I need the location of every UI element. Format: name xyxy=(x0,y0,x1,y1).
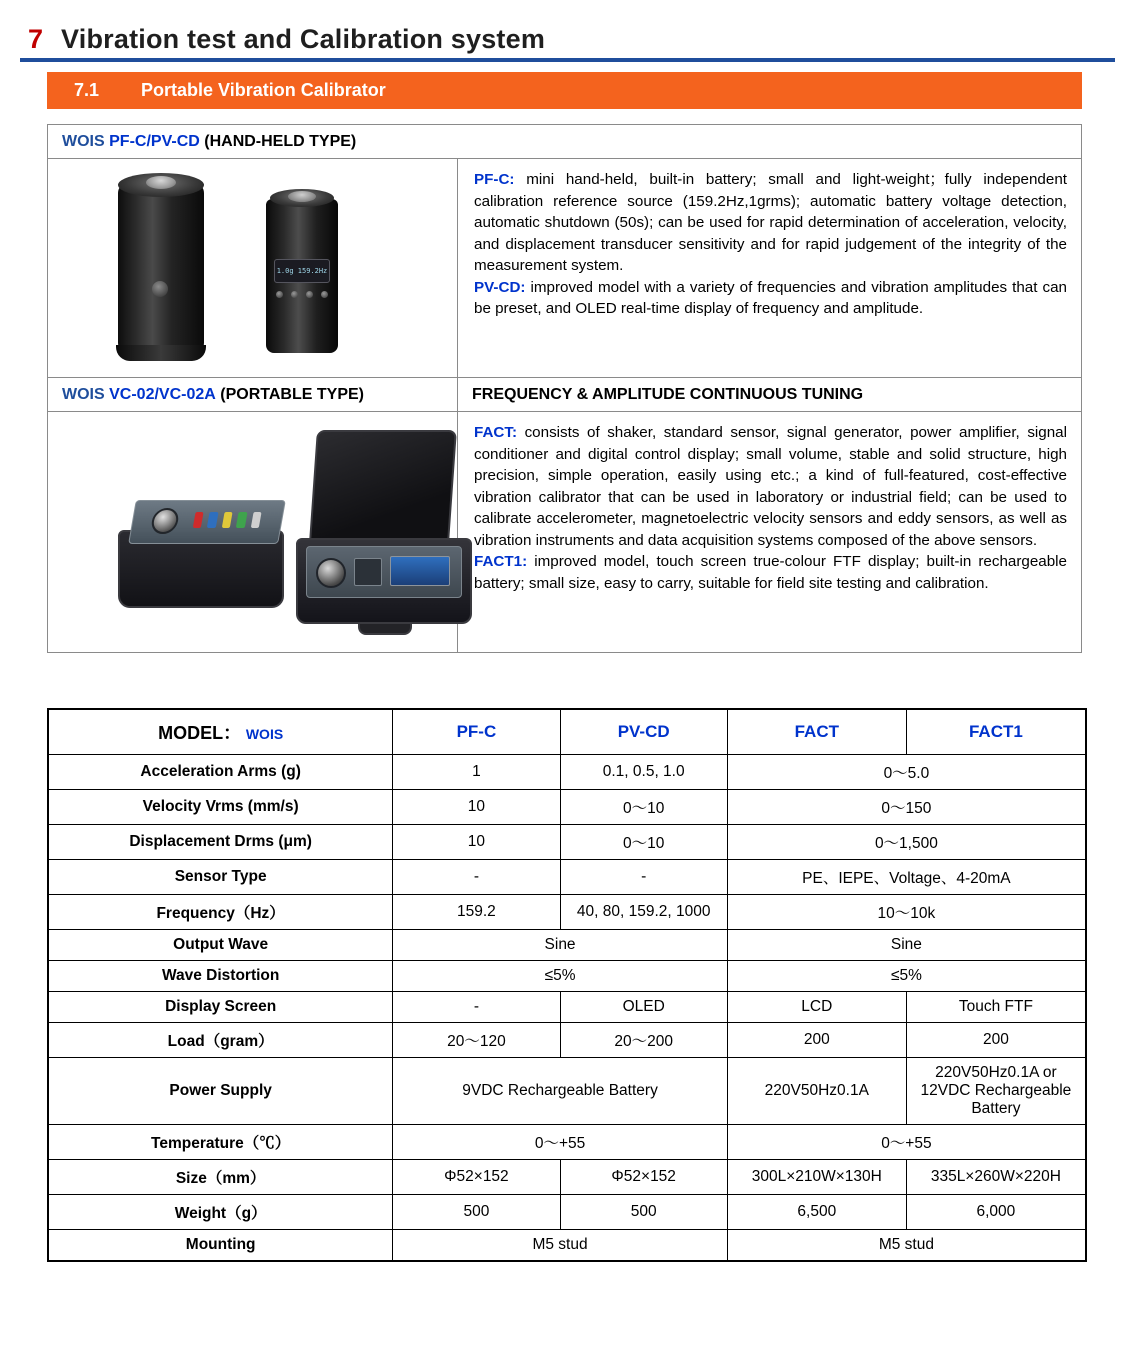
spec-row xyxy=(48,1023,1086,1058)
spec-cell: 300L×210W×130H xyxy=(727,1160,906,1195)
pvcd-oled-screen: 1.0g 159.2Hz xyxy=(274,259,330,283)
spec-table-body xyxy=(48,755,1086,1262)
fact-keypad xyxy=(354,558,382,586)
product-brand-2: WOIS xyxy=(62,386,105,403)
spec-cell: Touch FTF xyxy=(906,992,1086,1023)
spec-row xyxy=(48,1125,1086,1160)
spec-row xyxy=(48,895,1086,930)
spec-header-row xyxy=(48,709,1086,755)
fact1-paragraph-text: improved model, touch screen true-colour FTF display; built-in rechargeable battery; small size, easy to carry, suitable for field site testing and calibration. xyxy=(474,553,1067,593)
fact-closed-case-ports xyxy=(192,512,261,530)
spec-row-label: Velocity Vrms (mm/s) xyxy=(48,790,393,825)
spec-row-label: Output Wave xyxy=(48,930,393,961)
spec-table-head xyxy=(48,709,1086,755)
spec-cell: 220V50Hz0.1A xyxy=(727,1058,906,1125)
product-description-cell-2 xyxy=(458,412,1082,653)
fact-lead-label: FACT: xyxy=(474,424,518,441)
spec-cell: 10 xyxy=(393,825,560,860)
spec-cell: 500 xyxy=(393,1195,560,1230)
spec-cell: 159.2 xyxy=(393,895,560,930)
pvcd-paragraph-text: improved model with a variety of frequencies and vibration amplitudes that can be preset, and OLED real-time display of frequency and amplitude. xyxy=(474,278,1067,318)
fact-open-case-lid xyxy=(309,430,457,542)
spec-header-model xyxy=(48,709,393,755)
spec-cell: M5 stud xyxy=(727,1230,1086,1262)
pfc-paragraph-text: mini hand-held, built-in battery; small and light-weight；fully independent calibration reference source (159.2Hz,1grms); automatic battery voltage detection, automatic shutdown (50s); can be used for rapid determination of acceleration, velocity, and displacement transducer sensitivity and for rapid judgement of the integrity of the measurement system. xyxy=(474,171,1067,275)
product-title-cell-2 xyxy=(48,378,458,412)
spec-row-label: Sensor Type xyxy=(48,860,393,895)
spec-cell: 0～5.0 xyxy=(727,755,1086,790)
pfc-paragraph xyxy=(474,169,1067,277)
spec-column-pvcd: PV-CD xyxy=(560,709,727,755)
spec-cell: 20～120 xyxy=(393,1023,560,1058)
spec-row xyxy=(48,992,1086,1023)
product-title-cell-1 xyxy=(48,125,1082,159)
spec-row-label: Size（mm） xyxy=(48,1160,393,1195)
product-suffix-1: (HAND-HELD TYPE) xyxy=(204,133,357,150)
fact-product-photo xyxy=(48,412,457,652)
spec-row-label: Acceleration Arms (g) xyxy=(48,755,393,790)
specification-table xyxy=(47,708,1087,1262)
spec-cell: 0～10 xyxy=(560,790,727,825)
product-title-row-2 xyxy=(48,378,1082,412)
pfc-product-photo xyxy=(48,159,457,377)
product-overview-table xyxy=(47,124,1082,653)
spec-cell: 220V50Hz0.1A or 12VDC Rechargeable Battery xyxy=(906,1058,1086,1125)
fact1-lead-label: FACT1: xyxy=(474,553,528,571)
spec-row xyxy=(48,1195,1086,1230)
product-title-row-1 xyxy=(48,125,1082,159)
spec-cell: 10～10k xyxy=(727,895,1086,930)
product-brand-1: WOIS xyxy=(62,133,105,150)
chapter-header xyxy=(20,20,1115,62)
product-model-1: PF-C/PV-CD xyxy=(109,133,200,150)
pfc-mounting-stud xyxy=(146,176,176,189)
spec-cell: - xyxy=(560,860,727,895)
spec-row xyxy=(48,930,1086,961)
spec-cell: Sine xyxy=(727,930,1086,961)
spec-cell: 0～150 xyxy=(727,790,1086,825)
spec-cell: 200 xyxy=(906,1023,1086,1058)
spec-row xyxy=(48,1160,1086,1195)
spec-row-label: Displacement Drms (μm) xyxy=(48,825,393,860)
spec-cell: LCD xyxy=(727,992,906,1023)
pvcd-mounting-stud xyxy=(288,191,316,202)
product-description-cell-1 xyxy=(458,159,1082,378)
pvcd-button-row xyxy=(276,289,328,299)
spec-row-label: Frequency（Hz） xyxy=(48,895,393,930)
fact-paragraph xyxy=(474,422,1067,551)
pfc-body-shape xyxy=(118,183,204,355)
spec-cell: M5 stud xyxy=(393,1230,728,1262)
spec-cell: 0～1,500 xyxy=(727,825,1086,860)
pvcd-paragraph xyxy=(474,277,1067,320)
spec-cell: Φ52×152 xyxy=(393,1160,560,1195)
spec-cell: 9VDC Rechargeable Battery xyxy=(393,1058,728,1125)
fact-description xyxy=(474,422,1067,595)
chapter-number: 7 xyxy=(28,23,44,54)
product-note-cell-2 xyxy=(458,378,1082,412)
spec-cell: PE、IEPE、Voltage、4-20mA xyxy=(727,860,1086,895)
spec-row xyxy=(48,825,1086,860)
spec-row-label: Weight（g） xyxy=(48,1195,393,1230)
spec-cell: 6,500 xyxy=(727,1195,906,1230)
pfc-power-button xyxy=(152,281,168,297)
spec-cell: Φ52×152 xyxy=(560,1160,727,1195)
spec-cell: 0～10 xyxy=(560,825,727,860)
spec-row xyxy=(48,1058,1086,1125)
section-header xyxy=(47,72,1082,109)
spec-cell: 200 xyxy=(727,1023,906,1058)
spec-row-label: Power Supply xyxy=(48,1058,393,1125)
section-number: 7.1 xyxy=(74,80,100,100)
spec-brand-label: WOIS xyxy=(245,726,284,742)
product-suffix-2: (PORTABLE TYPE) xyxy=(220,386,364,403)
spec-cell: - xyxy=(393,860,560,895)
fact1-paragraph xyxy=(474,551,1067,594)
spec-cell: OLED xyxy=(560,992,727,1023)
spec-cell: 335L×260W×220H xyxy=(906,1160,1086,1195)
product-body-row-2 xyxy=(48,412,1082,653)
pvcd-lead-label: PV-CD: xyxy=(474,278,526,296)
spec-cell: 10 xyxy=(393,790,560,825)
spec-cell: ≤5% xyxy=(393,961,728,992)
chapter-title: Vibration test and Calibration system xyxy=(61,23,546,54)
spec-cell: 0～+55 xyxy=(727,1125,1086,1160)
section-title: Portable Vibration Calibrator xyxy=(141,80,386,100)
spec-row-label: Mounting xyxy=(48,1230,393,1262)
product-tuning-note: FREQUENCY & AMPLITUDE CONTINUOUS TUNING xyxy=(472,386,864,403)
spec-column-pfc: PF-C xyxy=(393,709,560,755)
product-image-cell-2 xyxy=(48,412,458,653)
spec-cell: 20～200 xyxy=(560,1023,727,1058)
spec-row xyxy=(48,860,1086,895)
spec-row-label: Load（gram） xyxy=(48,1023,393,1058)
spec-cell: Sine xyxy=(393,930,728,961)
spec-cell: ≤5% xyxy=(727,961,1086,992)
spec-row-label: Display Screen xyxy=(48,992,393,1023)
spec-row xyxy=(48,790,1086,825)
spec-row-label: Wave Distortion xyxy=(48,961,393,992)
spec-cell: - xyxy=(393,992,560,1023)
spec-cell: 500 xyxy=(560,1195,727,1230)
spec-column-fact1: FACT1 xyxy=(906,709,1086,755)
fact-shaker-head xyxy=(316,558,346,588)
spec-model-label: MODEL： xyxy=(158,723,242,743)
pfc-lead-label: PF-C: xyxy=(474,171,515,188)
spec-column-fact: FACT xyxy=(727,709,906,755)
fact-display-screen xyxy=(390,556,450,586)
product-body-row-1 xyxy=(48,159,1082,378)
fact-paragraph-text: consists of shaker, standard sensor, signal generator, power amplifier, signal conditioner and digital control display; small volume, stable and solid structure, high precision, simple operation, easily using etc.; a kind of full-featured, cost-effective vibration calibrator that can be used in laboratory or industrial field; can be used to calibrate accelerometer, magnetoelectric velocity sensors and eddy sensors, as well as vibration instruments and data acquisition systems composed of the above sensors. xyxy=(474,424,1067,549)
fact-carry-handle xyxy=(358,622,412,635)
spec-cell: 0.1, 0.5, 1.0 xyxy=(560,755,727,790)
spec-row-label: Temperature（℃） xyxy=(48,1125,393,1160)
spec-row xyxy=(48,1230,1086,1262)
spec-row xyxy=(48,755,1086,790)
spec-cell: 40, 80, 159.2, 1000 xyxy=(560,895,727,930)
spec-row xyxy=(48,961,1086,992)
spec-cell: 6,000 xyxy=(906,1195,1086,1230)
pfc-base-shape xyxy=(116,345,206,361)
pfc-description xyxy=(474,169,1067,320)
product-model-2: VC-02/VC-02A xyxy=(109,386,216,403)
spec-cell: 1 xyxy=(393,755,560,790)
product-image-cell-1 xyxy=(48,159,458,378)
spec-cell: 0～+55 xyxy=(393,1125,728,1160)
